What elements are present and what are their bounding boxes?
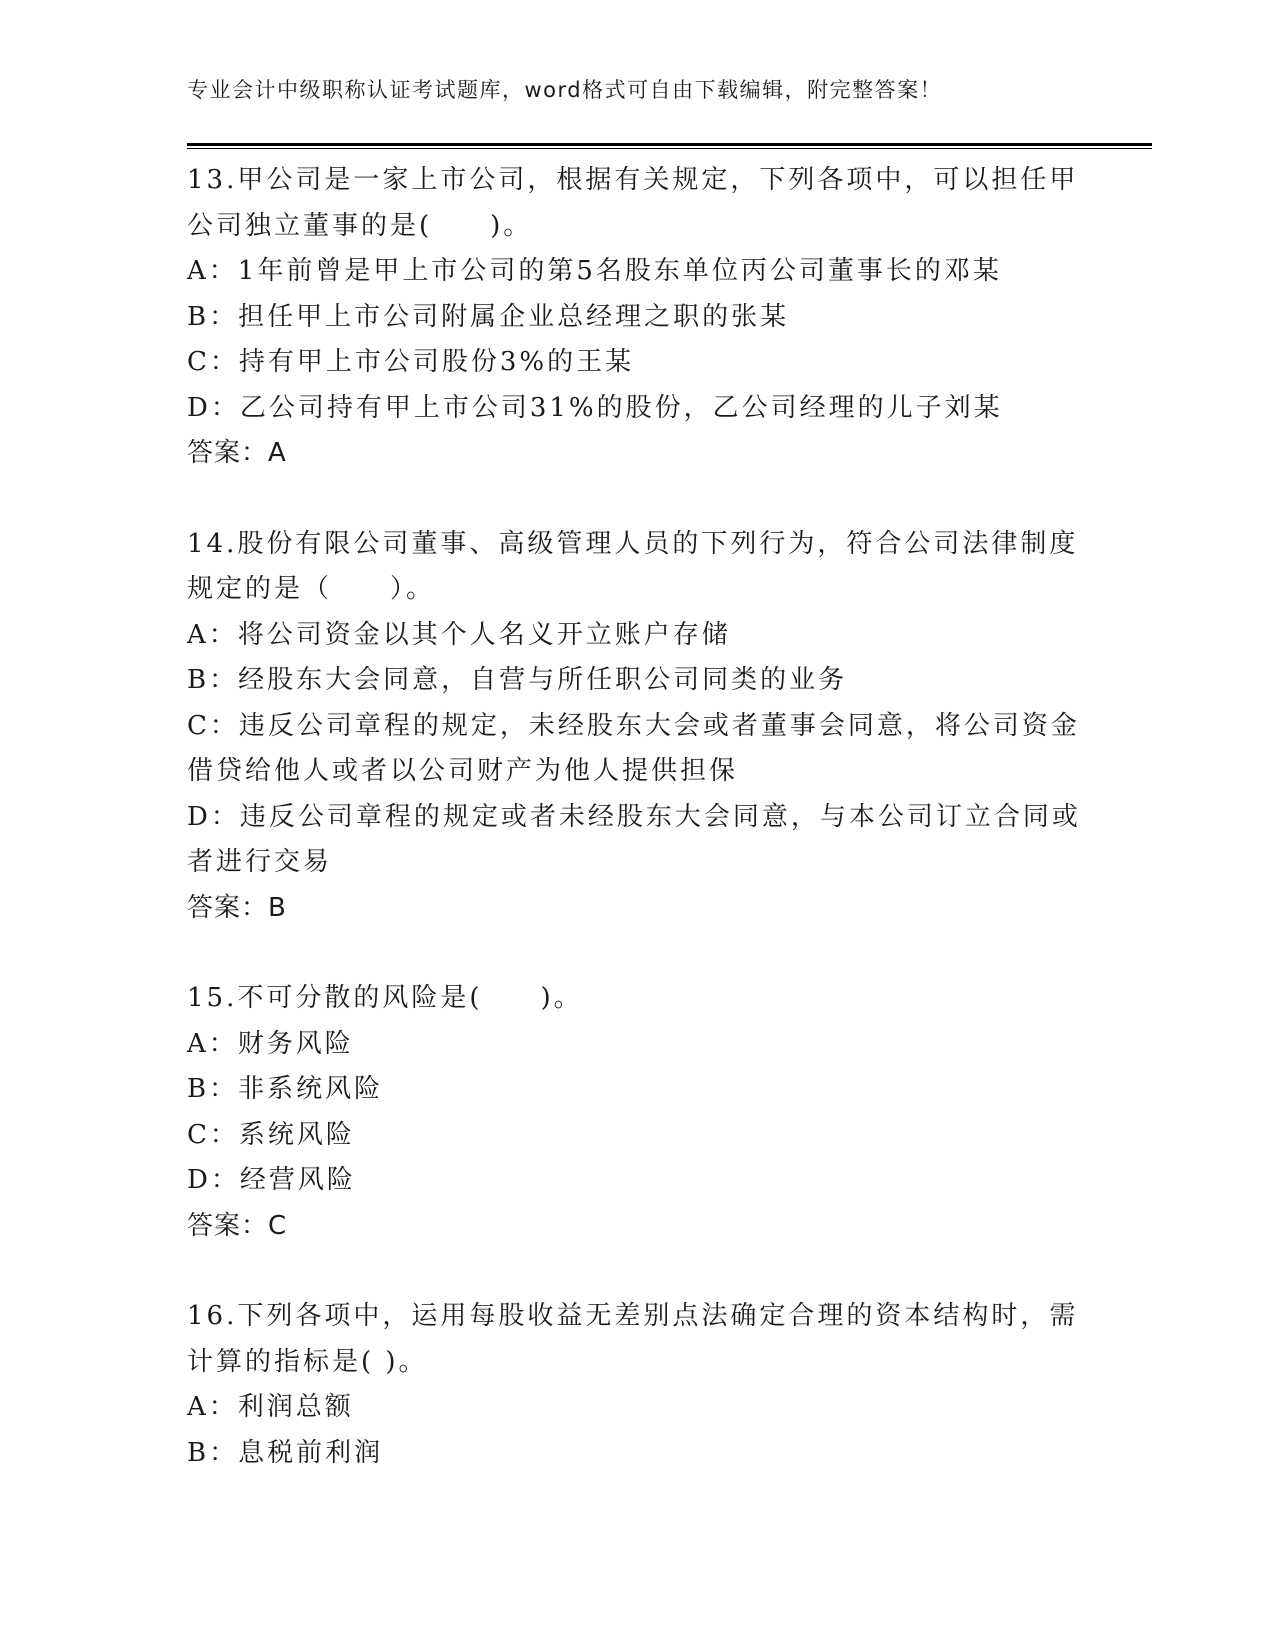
question-stem-line: 14.股份有限公司董事、高级管理人员的下列行为，符合公司法律制度: [187, 528, 1079, 559]
option-line: B：担任甲上市公司附属企业总经理之职的张某: [187, 301, 790, 332]
question-list: [187, 158, 1087, 1521]
answer-line: 答案：A: [187, 438, 287, 468]
question-stem-line: 15.不可分散的风险是( )。: [187, 983, 583, 1013]
option-line: D：乙公司持有甲上市公司31%的股份，乙公司经理的儿子刘某: [187, 392, 1003, 423]
question-stem-line: 公司独立董事的是( )。: [187, 210, 533, 241]
page-header: 专业会计中级职称认证考试题库，word格式可自由下载编辑，附完整答案！: [187, 78, 943, 102]
question-stem-line: 计算的指标是( )。: [187, 1346, 428, 1377]
option-line: A：财务风险: [187, 1028, 354, 1059]
answer-line: 答案：C: [187, 1210, 288, 1241]
option-line: B：非系统风险: [187, 1074, 384, 1104]
header-rule-thin: [187, 148, 1152, 149]
answer-line: 答案：B: [187, 892, 287, 923]
question-stem-line: 16.下列各项中，运用每股收益无差别点法确定合理的资本结构时，需: [187, 1301, 1079, 1331]
option-line: C：持有甲上市公司股份3%的王某: [187, 347, 635, 377]
question-block: [187, 976, 1087, 1249]
header-rule-thick: [187, 143, 1152, 146]
question-block: [187, 1294, 1087, 1476]
question-stem-line: 13.甲公司是一家上市公司，根据有关规定，下列各项中，可以担任甲: [187, 165, 1079, 195]
option-line: C：系统风险: [187, 1119, 355, 1150]
option-line: D：违反公司章程的规定或者未经股东大会同意，与本公司订立合同或: [187, 801, 1081, 832]
option-line: A：1年前曾是甲上市公司的第5名股东单位丙公司董事长的邓某: [187, 256, 1002, 286]
option-line: 借贷给他人或者以公司财产为他人提供担保: [187, 756, 739, 786]
option-line: C：违反公司章程的规定，未经股东大会或者董事会同意，将公司资金: [187, 710, 1080, 741]
option-line: A：利润总额: [187, 1392, 354, 1422]
option-line: B：息税前利润: [187, 1437, 384, 1468]
question-stem-line: 规定的是（ ）。: [187, 574, 436, 604]
option-line: A：将公司资金以其个人名义开立账户存储: [187, 619, 731, 650]
question-block: [187, 522, 1087, 932]
question-block: [187, 158, 1087, 477]
option-line: B：经股东大会同意，自营与所任职公司同类的业务: [187, 665, 848, 695]
option-line: 者进行交易: [187, 847, 333, 877]
option-line: D：经营风险: [187, 1165, 356, 1195]
